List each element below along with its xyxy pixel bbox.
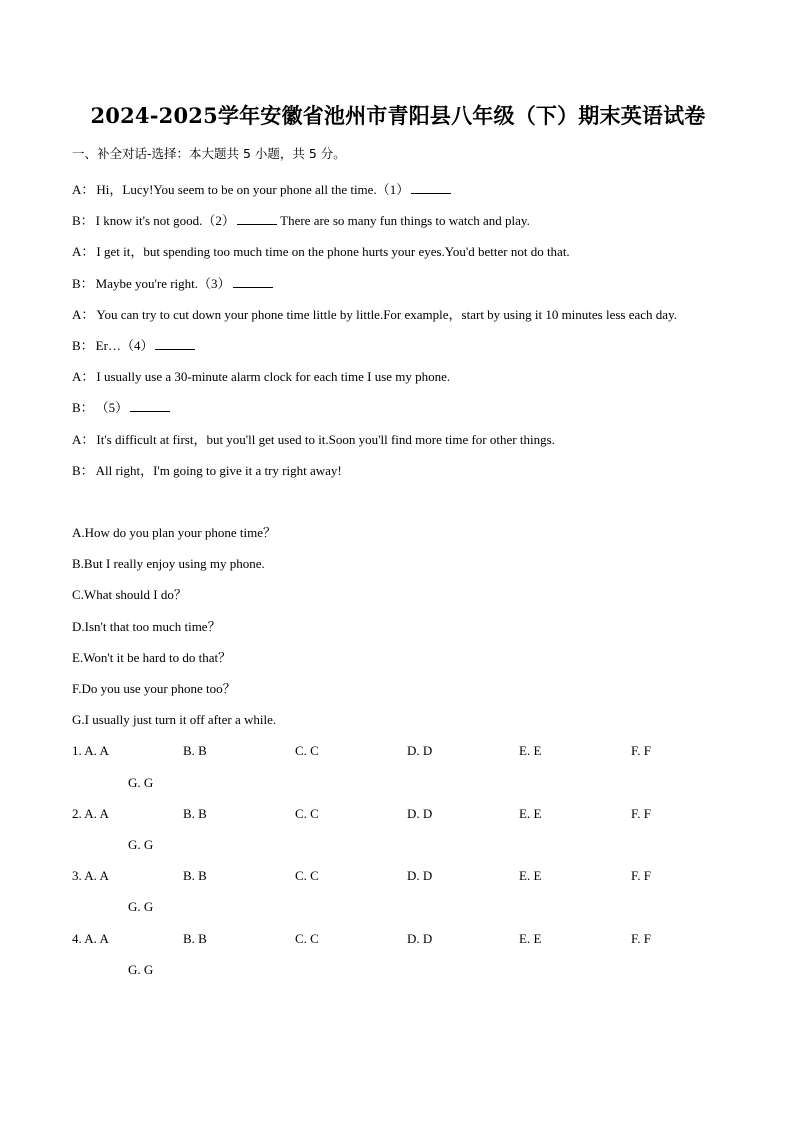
option-c: C.What should I do？ xyxy=(72,587,187,603)
dialogue-line-8 xyxy=(72,392,724,423)
choice-a[interactable]: 4. A. A xyxy=(72,930,109,946)
question-row xyxy=(72,923,724,985)
option-e: E.Won't it be hard to do that？ xyxy=(72,649,232,665)
choice-c[interactable]: C. C xyxy=(295,743,319,759)
choice-g[interactable]: G. G xyxy=(128,837,154,853)
choice-f[interactable]: F. F xyxy=(631,868,651,884)
dialogue-text: It's difficult at first，but you'll get used to it.Soon you'll find more time for other things. xyxy=(96,431,555,447)
dialogue-line-2 xyxy=(72,205,724,236)
answer-blank-5[interactable] xyxy=(130,400,170,412)
choice-f[interactable]: F. F xyxy=(631,743,651,759)
option-list xyxy=(72,517,724,735)
choice-c[interactable]: C. C xyxy=(295,868,319,884)
speaker-label: B： xyxy=(72,462,94,478)
option-f: F.Do you use your phone too？ xyxy=(72,681,236,697)
dialogue-text-after: There are so many fun things to watch and play. xyxy=(276,213,530,229)
choice-a[interactable]: 1. A. A xyxy=(72,743,109,759)
dialogue-line-9 xyxy=(72,424,724,455)
choice-g[interactable]: G. G xyxy=(128,899,154,915)
dialogue-text: I usually use a 30-minute alarm clock for each time I use my phone. xyxy=(96,369,451,385)
question-list xyxy=(72,735,724,985)
choice-d[interactable]: D. D xyxy=(407,743,433,759)
choice-e[interactable]: E. E xyxy=(519,743,542,759)
dialogue-text: Hi，Lucy!You seem to be on your phone all the time.（1） xyxy=(96,182,410,197)
speaker-label: B： xyxy=(72,213,94,229)
option-g: G.I usually just turn it off after a while. xyxy=(72,712,277,728)
choice-e[interactable]: E. E xyxy=(519,805,542,821)
dialogue-text: All right，I'm going to give it a try right away! xyxy=(95,462,342,478)
choice-a[interactable]: 2. A. A xyxy=(72,805,109,821)
choice-b[interactable]: B. B xyxy=(183,743,207,759)
dialogue-line-3 xyxy=(72,236,724,267)
speaker-label: A： xyxy=(72,369,95,385)
answer-blank-2[interactable] xyxy=(237,213,277,225)
dialogue-line-1 xyxy=(72,174,724,205)
speaker-label: A： xyxy=(72,244,95,260)
speaker-label: A： xyxy=(72,306,95,322)
choice-b[interactable]: B. B xyxy=(183,868,207,884)
speaker-label: B： xyxy=(72,338,94,354)
dialogue-text: Maybe you're right.（3） xyxy=(95,275,231,291)
question-row xyxy=(72,860,724,922)
dialogue-line-7 xyxy=(72,361,724,392)
dialogue-text: I get it，but spending too much time on the phone hurts your eyes.You'd better not do that. xyxy=(96,244,570,260)
choice-g[interactable]: G. G xyxy=(128,774,154,790)
dialogue-text: Er…（4） xyxy=(95,338,154,354)
choice-d[interactable]: D. D xyxy=(407,868,433,884)
choice-b[interactable]: B. B xyxy=(183,805,207,821)
choice-c[interactable]: C. C xyxy=(295,805,319,821)
choice-d[interactable]: D. D xyxy=(407,805,433,821)
dialogue-text: （5） xyxy=(95,400,129,416)
choice-c[interactable]: C. C xyxy=(295,930,319,946)
question-row xyxy=(72,798,724,860)
dialogue-line-6 xyxy=(72,330,724,361)
question-row xyxy=(72,735,724,797)
spacer xyxy=(72,486,724,517)
choice-a[interactable]: 3. A. A xyxy=(72,868,109,884)
speaker-label: A： xyxy=(72,182,95,197)
choice-f[interactable]: F. F xyxy=(631,805,651,821)
choice-b[interactable]: B. B xyxy=(183,930,207,946)
section-heading: 一、补全对话-选择：本大题共 5 小题，共 5 分。 xyxy=(72,146,346,161)
page-title: 2024-2025学年安徽省池州市青阳县八年级（下）期末英语试卷 xyxy=(90,103,706,128)
answer-blank-3[interactable] xyxy=(233,276,273,288)
dialogue-text: I know it's not good.（2） xyxy=(95,213,235,229)
speaker-label: B： xyxy=(72,400,94,416)
choice-e[interactable]: E. E xyxy=(519,930,542,946)
choice-f[interactable]: F. F xyxy=(631,930,651,946)
speaker-label: A： xyxy=(72,431,95,447)
option-d: D.Isn't that too much time？ xyxy=(72,618,221,634)
dialogue-text: You can try to cut down your phone time little by little.For example，start by using it 10 minutes less each day. xyxy=(96,306,677,322)
choice-e[interactable]: E. E xyxy=(519,868,542,884)
answer-blank-1[interactable] xyxy=(411,182,451,194)
dialogue-line-10 xyxy=(72,455,724,486)
speaker-label: B： xyxy=(72,275,94,291)
choice-d[interactable]: D. D xyxy=(407,930,433,946)
choice-g[interactable]: G. G xyxy=(128,961,154,977)
dialogue-line-5 xyxy=(72,299,724,330)
option-b: B.But I really enjoy using my phone. xyxy=(72,556,265,572)
dialogue-line-4 xyxy=(72,268,724,299)
dialogue xyxy=(72,174,724,486)
answer-blank-4[interactable] xyxy=(155,338,195,350)
option-a: A.How do you plan your phone time？ xyxy=(72,525,277,541)
